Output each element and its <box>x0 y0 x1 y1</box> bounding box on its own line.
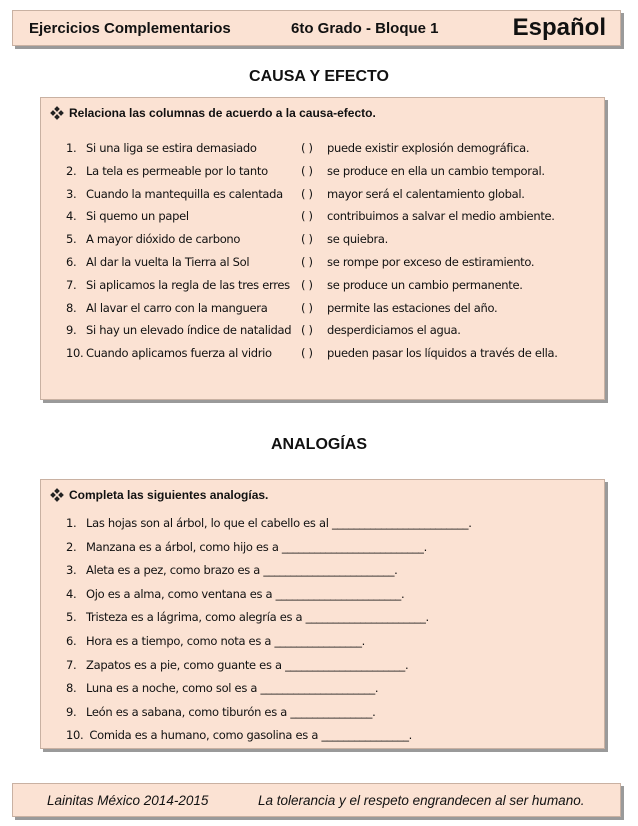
row-text: Hora es a tiempo, como nota es a ________________. <box>86 634 366 648</box>
row-num: 10. <box>66 728 84 743</box>
row-num: 5. <box>66 232 77 247</box>
row-text: Ojo es a alma, como ventana es a _______________________. <box>86 586 405 601</box>
row-num: 8. <box>66 681 77 696</box>
row-num: 3. <box>66 563 77 578</box>
header-subject: Español <box>512 14 606 41</box>
row-text: Las hojas son al árbol, lo que el cabello es al _________________________. <box>86 516 472 530</box>
row-effect: contribuimos a salvar el medio ambiente. <box>327 209 555 224</box>
instruction-text: Completa las siguientes analogías. <box>69 488 269 502</box>
row-effect: puede existir explosión demográfica. <box>327 141 530 155</box>
row-text: Aleta es a pez, como brazo es a ________________________. <box>86 563 398 578</box>
row-cause: Cuando aplicamos fuerza al vidrio <box>86 346 272 361</box>
row-text: Tristeza es a lágrima, como alegría es a ______________________. <box>86 610 429 625</box>
row-num: 9. <box>66 704 77 719</box>
instruction-text: Relaciona las columnas de acuerdo a la causa-efecto. <box>69 106 376 120</box>
analogia-row <box>66 560 398 580</box>
answer-blank[interactable]: ( ) <box>301 300 313 315</box>
row-effect: se produce en ella un cambio temporal. <box>327 163 545 178</box>
causa-efecto-row <box>66 343 558 363</box>
row-cause: Si hay un elevado índice de natalidad <box>86 323 292 338</box>
page-footer <box>12 783 621 817</box>
analogia-row <box>66 537 427 557</box>
footer-author: Lainitas México 2014-2015 <box>47 793 209 808</box>
causa-efecto-row <box>66 138 529 158</box>
row-num: 3. <box>66 186 77 201</box>
row-effect: permite las estaciones del año. <box>327 300 498 315</box>
answer-blank[interactable]: ( ) <box>301 255 313 269</box>
analogia-row <box>66 584 404 604</box>
row-effect: se rompe por exceso de estiramiento. <box>327 255 535 269</box>
causa-efecto-row <box>66 252 534 272</box>
answer-blank[interactable]: ( ) <box>301 209 313 224</box>
row-text: León es a sabana, como tiburón es a _______________. <box>86 704 376 719</box>
answer-blank[interactable]: ( ) <box>301 232 313 247</box>
row-num: 4. <box>66 209 77 224</box>
causa-efecto-title: CAUSA Y EFECTO <box>249 68 389 85</box>
causa-efecto-panel <box>40 97 605 400</box>
analogia-row <box>66 725 412 745</box>
bullet-diamond-icon <box>51 489 63 501</box>
row-num: 10. <box>66 346 84 361</box>
causa-efecto-row <box>66 298 497 318</box>
header-course-title: Ejercicios Complementarios <box>29 20 231 37</box>
causa-efecto-row <box>66 320 461 340</box>
row-cause: A mayor dióxido de carbono <box>86 232 241 247</box>
answer-blank[interactable]: ( ) <box>301 186 313 201</box>
analogia-row <box>66 607 429 627</box>
bullet-diamond-icon <box>51 107 63 119</box>
answer-blank[interactable]: ( ) <box>301 346 313 361</box>
row-cause: Al lavar el carro con la manguera <box>86 300 268 315</box>
row-num: 4. <box>66 586 77 601</box>
row-num: 2. <box>66 163 77 178</box>
row-num: 6. <box>66 255 77 269</box>
analogia-row <box>66 513 472 533</box>
answer-blank[interactable]: ( ) <box>301 323 313 338</box>
row-effect: se produce un cambio permanente. <box>327 277 523 292</box>
causa-efecto-row <box>66 184 525 204</box>
causa-efecto-row <box>66 206 555 226</box>
causa-efecto-row <box>66 161 545 181</box>
row-cause: Si una liga se estira demasiado <box>86 141 257 155</box>
row-text: Manzana es a árbol, como hijo es a __________________________. <box>86 539 427 554</box>
analogia-row <box>66 631 365 651</box>
row-effect: desperdiciamos el agua. <box>327 323 461 338</box>
row-effect: mayor será el calentamiento global. <box>327 186 525 201</box>
row-cause: Si quemo un papel <box>86 209 189 224</box>
answer-blank[interactable]: ( ) <box>301 277 313 292</box>
row-text: Luna es a noche, como sol es a _____________________. <box>86 681 379 696</box>
causa-efecto-row <box>66 229 388 249</box>
row-num: 8. <box>66 300 77 315</box>
row-effect: se quiebra. <box>327 232 389 247</box>
row-num: 6. <box>66 634 77 648</box>
row-num: 1. <box>66 141 77 155</box>
analogias-panel <box>40 479 605 749</box>
row-num: 5. <box>66 610 77 625</box>
row-text: Comida es a humano, como gasolina es a ________________. <box>86 728 412 743</box>
answer-blank[interactable]: ( ) <box>301 141 313 155</box>
footer-motto: La tolerancia y el respeto engrandecen al ser humano. <box>258 793 585 808</box>
row-num: 9. <box>66 323 77 338</box>
analogia-row <box>66 655 408 675</box>
analogia-row <box>66 702 375 722</box>
answer-blank[interactable]: ( ) <box>301 163 313 178</box>
header-grade-block: 6to Grado - Bloque 1 <box>291 20 439 37</box>
row-cause: Al dar la vuelta la Tierra al Sol <box>86 255 250 269</box>
row-num: 2. <box>66 539 77 554</box>
row-cause: La tela es permeable por lo tanto <box>86 163 268 178</box>
row-cause: Cuando la mantequilla es calentada <box>86 186 283 201</box>
analogias-instruction <box>51 488 268 502</box>
row-text: Zapatos es a pie, como guante es a ______________________. <box>86 657 409 672</box>
causa-efecto-row <box>66 275 523 295</box>
row-cause: Si aplicamos la regla de las tres erres <box>86 277 290 292</box>
row-num: 1. <box>66 516 77 530</box>
causa-efecto-instruction <box>51 106 376 120</box>
row-num: 7. <box>66 277 77 292</box>
row-num: 7. <box>66 657 77 672</box>
page-header <box>12 10 621 46</box>
row-effect: pueden pasar los líquidos a través de ella. <box>327 346 558 361</box>
analogia-row <box>66 678 378 698</box>
analogias-title: ANALOGÍAS <box>271 436 367 453</box>
